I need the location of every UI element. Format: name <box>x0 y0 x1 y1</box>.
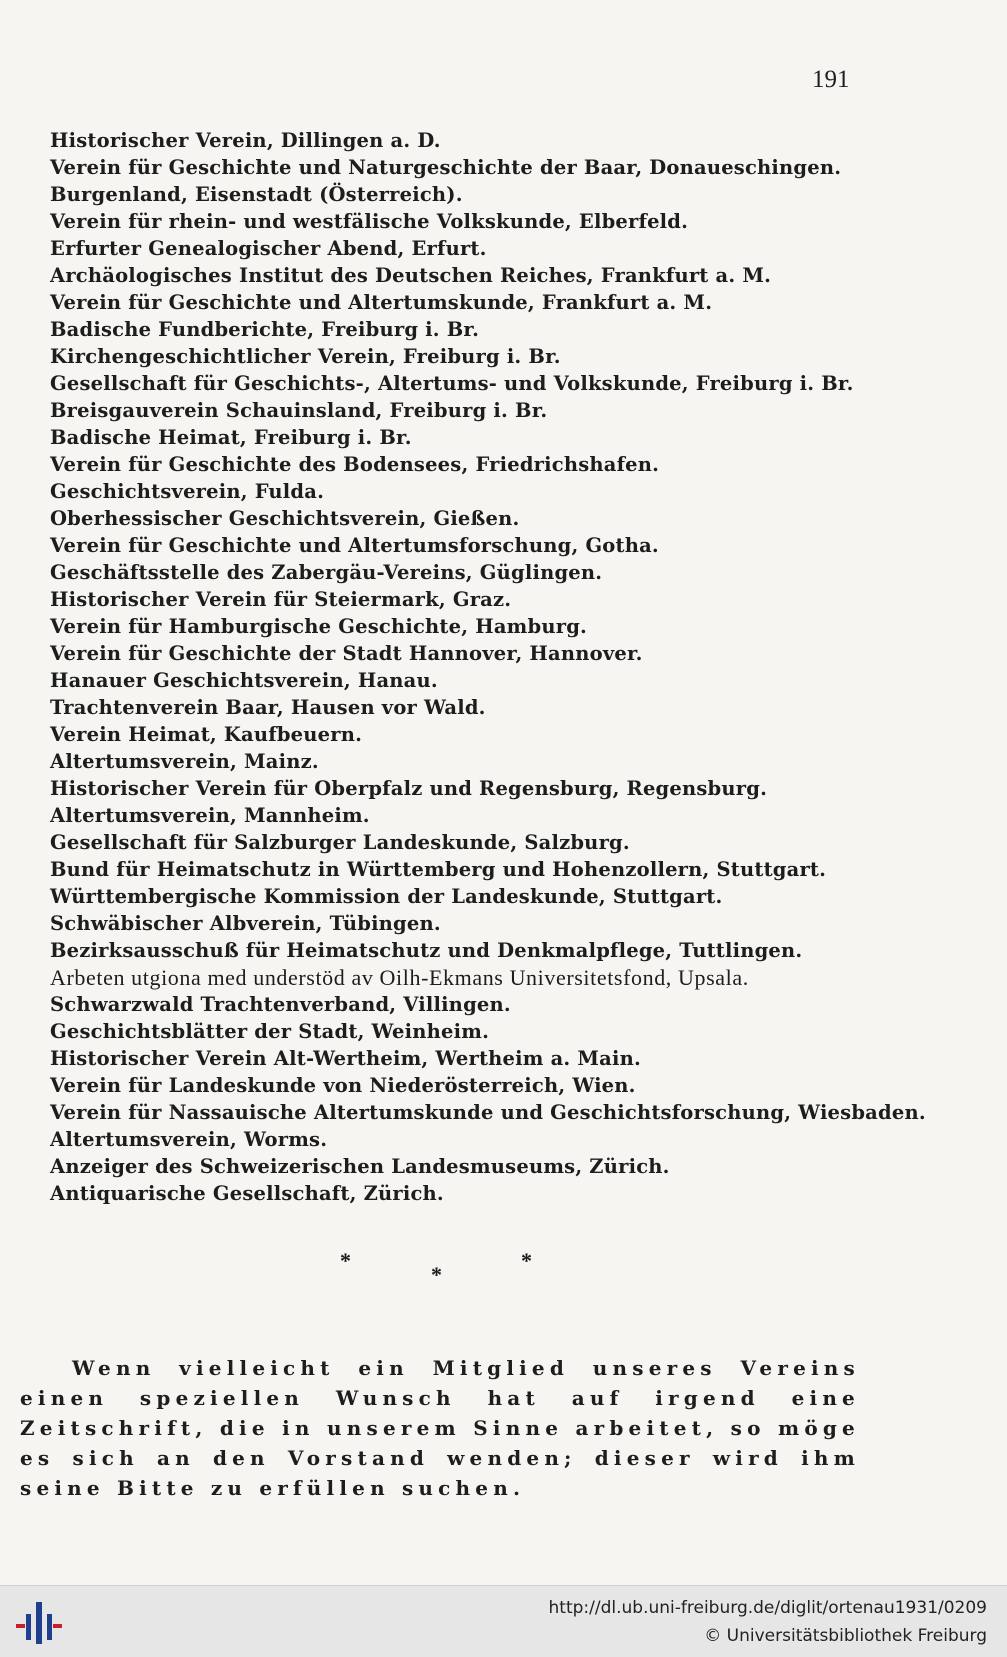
closing-paragraph: Wenn vielleicht ein Mitglied unseres Vereins einen speziellen Wunsch hat auf irgend eine Zeitschrift, die in unserem Sinne arbeitet, so möge es sich an den Vorstand wenden; dieser wird ihm seine Bitte zu erfüllen suchen. <box>20 1356 860 1500</box>
list-item: Geschäftsstelle des Zabergäu-Vereins, Güglingen. <box>50 561 603 584</box>
list-item: Antiquarische Gesellschaft, Zürich. <box>50 1182 444 1205</box>
list-item: Verein für Landeskunde von Niederösterreich, Wien. <box>50 1074 636 1097</box>
list-item: Altertumsverein, Worms. <box>50 1128 328 1151</box>
list-item: Schwäbischer Albverein, Tübingen. <box>50 912 441 935</box>
list-item: Historischer Verein Alt-Wertheim, Wertheim a. Main. <box>50 1047 641 1070</box>
list-item: Altertumsverein, Mannheim. <box>50 804 370 827</box>
page-number: 191 <box>812 66 850 93</box>
list-item: Verein für Geschichte und Altertumskunde, Frankfurt a. M. <box>50 291 713 314</box>
list-item: Kirchengeschichtlicher Verein, Freiburg i. Br. <box>50 345 561 368</box>
list-item: Württembergische Kommission der Landeskunde, Stuttgart. <box>50 885 723 908</box>
list-item: Badische Heimat, Freiburg i. Br. <box>50 426 412 449</box>
list-item: Anzeiger des Schweizerischen Landesmuseums, Zürich. <box>50 1155 670 1178</box>
list-item: Oberhessischer Geschichtsverein, Gießen. <box>50 507 520 530</box>
list-item: Arbeten utgiona med understöd av Oilh-Ekmans Universitetsfond, Upsala. <box>50 965 749 990</box>
list-item: Historischer Verein für Oberpfalz und Regensburg, Regensburg. <box>50 777 768 800</box>
library-logo-icon <box>14 1598 64 1648</box>
list-item: Geschichtsverein, Fulda. <box>50 480 325 503</box>
separator-star: * <box>521 1248 532 1273</box>
list-item: Gesellschaft für Geschichts-, Altertums- und Volkskunde, Freiburg i. Br. <box>50 372 854 395</box>
list-item: Bezirksausschuß für Heimatschutz und Denkmalpflege, Tuttlingen. <box>50 939 803 962</box>
list-item: Breisgauverein Schauinsland, Freiburg i. Br. <box>50 399 548 422</box>
list-item: Trachtenverein Baar, Hausen vor Wald. <box>50 696 486 719</box>
list-item: Schwarzwald Trachtenverband, Villingen. <box>50 993 511 1016</box>
list-item: Burgenland, Eisenstadt (Österreich). <box>50 183 463 206</box>
list-item: Verein für Nassauische Altertumskunde und Geschichtsforschung, Wiesbaden. <box>50 1101 926 1124</box>
viewer-footer <box>0 1585 1007 1657</box>
list-item: Badische Fundberichte, Freiburg i. Br. <box>50 318 480 341</box>
list-item: Bund für Heimatschutz in Württemberg und Hohenzollern, Stuttgart. <box>50 858 827 881</box>
list-item: Verein für Geschichte der Stadt Hannover, Hannover. <box>50 642 643 665</box>
list-item: Verein für rhein- und westfälische Volkskunde, Elberfeld. <box>50 210 689 233</box>
list-item: Verein für Geschichte und Altertumsforschung, Gotha. <box>50 534 659 557</box>
list-item: Verein für Hamburgische Geschichte, Hamburg. <box>50 615 588 638</box>
list-item: Verein für Geschichte und Naturgeschichte der Baar, Donaueschingen. <box>50 156 842 179</box>
list-item: Hanauer Geschichtsverein, Hanau. <box>50 669 438 692</box>
list-item: Verein für Geschichte des Bodensees, Friedrichshafen. <box>50 453 660 476</box>
separator-star: * <box>431 1262 442 1287</box>
list-item: Erfurter Genealogischer Abend, Erfurt. <box>50 237 487 260</box>
list-item: Historischer Verein für Steiermark, Graz. <box>50 588 512 611</box>
separator-star: * <box>340 1248 351 1273</box>
list-item: Historischer Verein, Dillingen a. D. <box>50 129 441 152</box>
list-item: Verein Heimat, Kaufbeuern. <box>50 723 363 746</box>
copyright-notice: © Universitätsbibliothek Freiburg <box>704 1626 987 1646</box>
list-item: Altertumsverein, Mainz. <box>50 750 319 773</box>
permalink-link[interactable]: http://dl.ub.uni-freiburg.de/diglit/ortenau1931/0209 <box>548 1598 987 1618</box>
list-item: Archäologisches Institut des Deutschen Reiches, Frankfurt a. M. <box>50 264 772 287</box>
list-item: Geschichtsblätter der Stadt, Weinheim. <box>50 1020 490 1043</box>
society-list <box>50 127 950 1207</box>
list-item: Gesellschaft für Salzburger Landeskunde, Salzburg. <box>50 831 630 854</box>
